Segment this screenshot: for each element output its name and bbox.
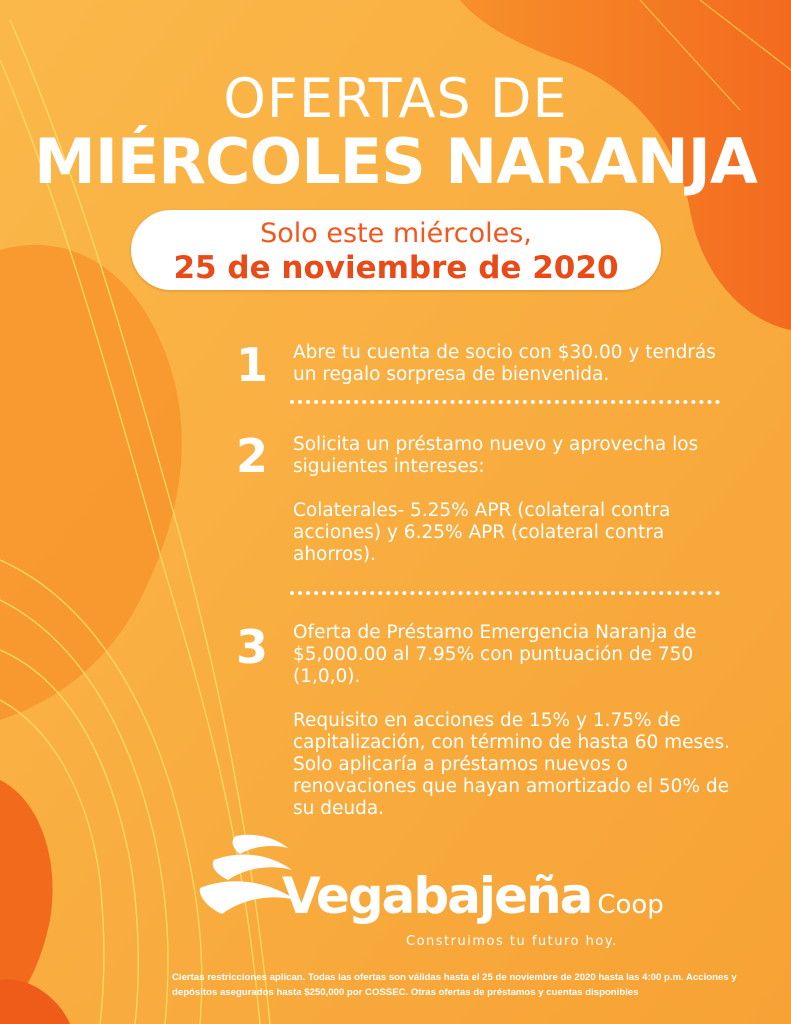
footer-disclaimer: Ciertas restricciones aplican. Todas las ofertas son válidas hasta el 25 de noviembre de 2020 hasta las 4:00 p.m. Acciones y depósitos asegurados hasta $250,000 por COSSEC. Otras ofertas de préstamos y cuentas disponibles [172, 972, 737, 998]
offer-3-number: 3 [235, 620, 268, 674]
offer-2-number: 2 [235, 429, 268, 483]
offer-1-text [293, 342, 733, 386]
offer-3-text [293, 622, 733, 820]
brand-wordmark [282, 868, 664, 924]
brand-tagline: Construimos tu futuro hoy. [406, 934, 618, 949]
brand-suffix: Coop [597, 890, 664, 920]
offer-1-paragraph-1: Abre tu cuenta de socio con $30.00 y tendrás un regalo sorpresa de bienvenida. [293, 342, 716, 385]
date-banner-intro: Solo este miércoles, [260, 218, 532, 249]
brand-name: Vegabajeña [282, 867, 592, 925]
offer-3-paragraph-1: Oferta de Préstamo Emergencia Naranja de $5,000.00 al 7.95% con puntuación de 750 (1,0,0). [293, 622, 697, 687]
page-title-line-2: MIÉRCOLES NARANJA [34, 125, 757, 198]
offer-3-paragraph-2: Requisito en acciones de 15% y 1.75% de capitalización, con término de hasta 60 meses. Solo aplicaría a préstamos nuevos o renovaciones que hayan amortizado el 50% de su deuda. [293, 710, 731, 819]
offer-2-paragraph-2: Colaterales- 5.25% APR (colateral contra acciones) y 6.25% APR (colateral contra ahorros). [293, 500, 671, 565]
offer-divider-2 [290, 591, 720, 595]
offer-2-text [293, 434, 733, 566]
page-title-line-1: OFERTAS DE [223, 67, 568, 130]
date-banner [131, 210, 661, 290]
offer-divider-1 [290, 400, 720, 404]
offer-2-paragraph-1: Solicita un préstamo nuevo y aprovecha los siguientes intereses: [293, 434, 699, 477]
date-banner-date: 25 de noviembre de 2020 [173, 250, 619, 286]
offer-1-number: 1 [235, 338, 268, 392]
